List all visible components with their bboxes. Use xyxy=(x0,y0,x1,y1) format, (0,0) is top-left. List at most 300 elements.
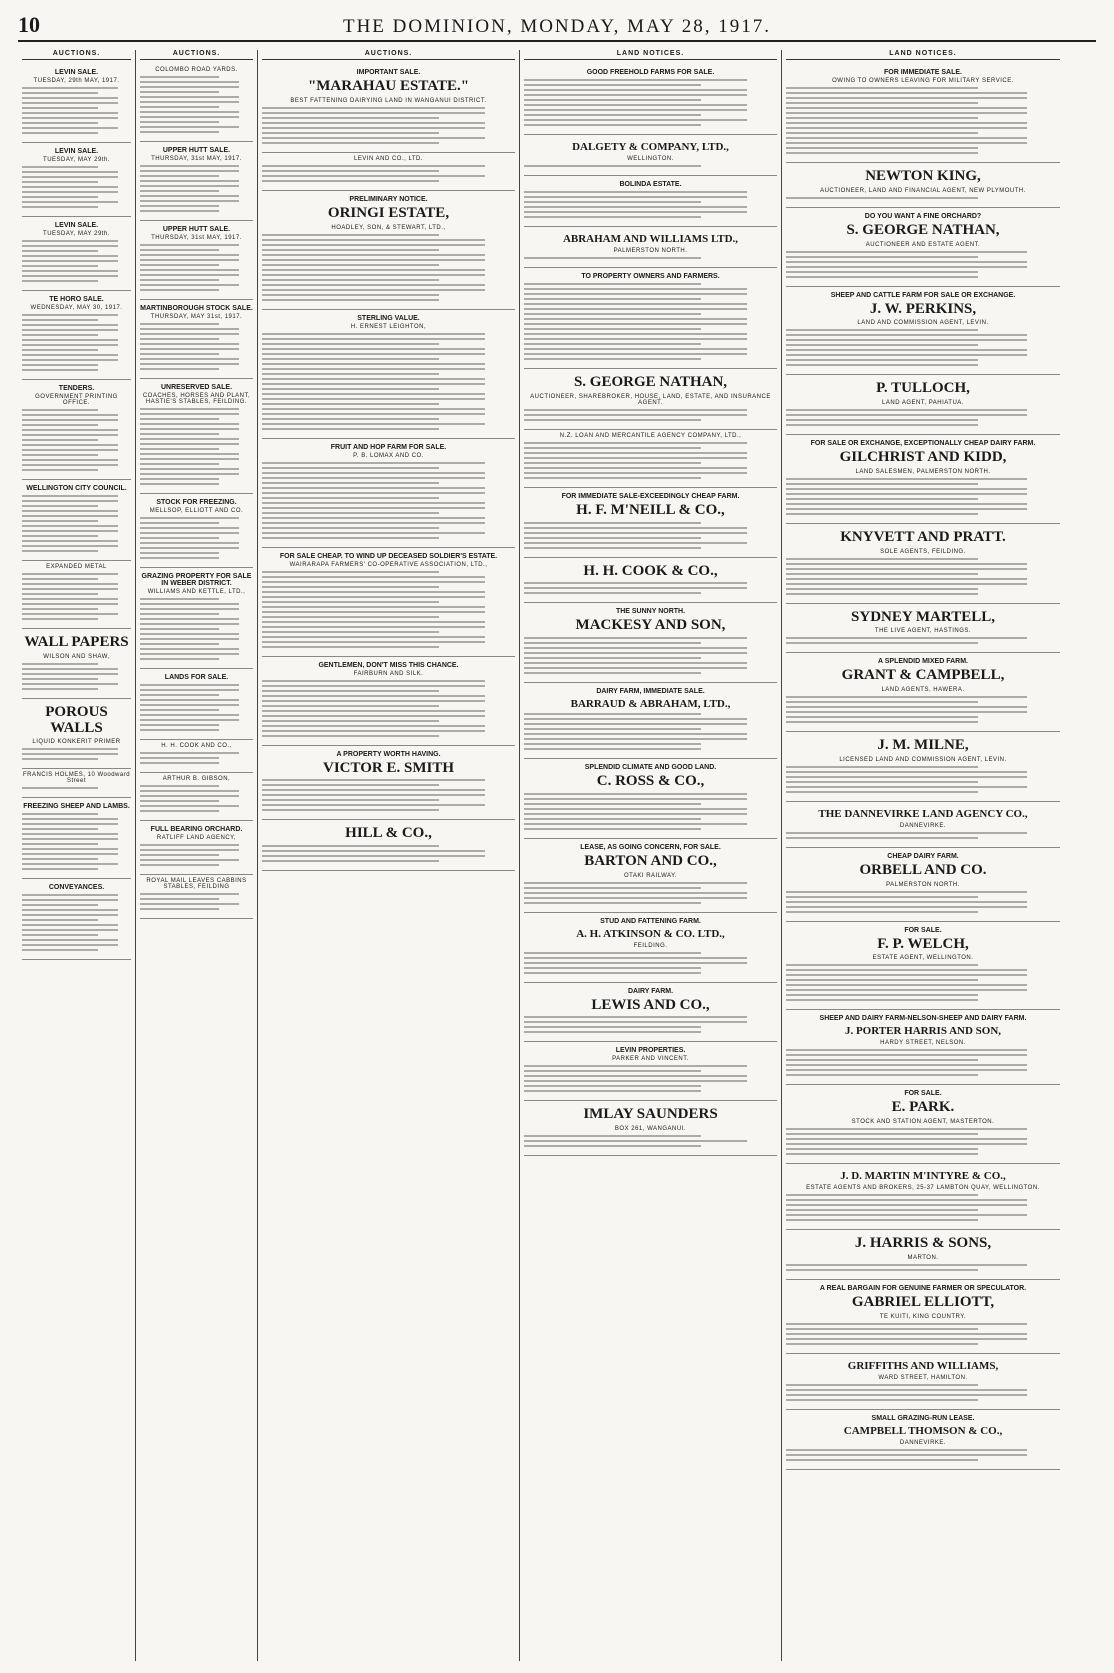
text-line xyxy=(22,618,98,620)
text-line xyxy=(786,493,1027,495)
text-line xyxy=(262,408,485,410)
text-line xyxy=(786,786,1027,788)
advertisement xyxy=(524,176,777,227)
text-line xyxy=(262,254,485,256)
text-line xyxy=(22,260,118,262)
ad-heading: FRUIT AND HOP FARM FOR SALE. xyxy=(330,443,447,451)
text-line xyxy=(786,251,1027,253)
text-line xyxy=(140,264,219,266)
body-text-block xyxy=(786,1128,1060,1155)
text-line xyxy=(262,333,485,335)
ad-heading: GOOD FREEHOLD FARMS FOR SALE. xyxy=(586,69,715,76)
text-line xyxy=(524,723,747,725)
ad-subline: THURSDAY, 31st MAY, 1917. xyxy=(151,235,242,241)
ad-name: GRIFFITHS AND WILLIAMS, xyxy=(847,1359,999,1372)
ad-heading: TENDERS. xyxy=(58,385,95,392)
text-line xyxy=(22,434,118,436)
advertisement xyxy=(524,227,777,268)
ad-subline: TUESDAY, MAY 29th. xyxy=(43,157,110,163)
text-line xyxy=(22,176,118,178)
text-line xyxy=(262,338,485,340)
advertisement xyxy=(786,1085,1060,1164)
ad-subline: OWING TO OWNERS LEAVING FOR MILITARY SERVICE. xyxy=(832,78,1014,84)
text-line xyxy=(786,503,1027,505)
text-line xyxy=(262,532,485,534)
ad-name: F. P. WELCH, xyxy=(877,935,969,952)
text-line xyxy=(262,112,485,114)
text-line xyxy=(786,97,1027,99)
advertisement xyxy=(524,759,777,839)
ad-subline: PARKER AND VINCENT. xyxy=(612,1056,689,1063)
advertisement xyxy=(786,1010,1060,1085)
ad-heading: FOR SALE. xyxy=(904,1090,942,1098)
ad-subline: AUCTIONEER, SHAREBROKER, HOUSE, LAND, ESTATE, AND INSURANCE AGENT. xyxy=(530,393,771,406)
text-line xyxy=(262,294,439,296)
text-line xyxy=(524,114,701,116)
text-line xyxy=(786,1209,978,1211)
body-text-block xyxy=(22,787,131,789)
text-line xyxy=(524,257,701,259)
text-line xyxy=(262,487,485,489)
body-text-block xyxy=(524,1135,777,1147)
ad-heading: STUD AND FATTENING FARM. xyxy=(600,917,701,925)
text-line xyxy=(524,743,701,745)
text-line xyxy=(524,196,747,198)
text-line xyxy=(524,328,701,330)
ad-subline: WILSON AND SHAW, xyxy=(43,653,110,660)
ad-heading: GENTLEMEN, DON'T MISS THIS CHANCE. xyxy=(318,661,459,669)
ad-subline: WELLINGTON. xyxy=(627,156,674,162)
body-text-block xyxy=(786,558,1060,595)
text-line xyxy=(262,596,485,598)
text-line xyxy=(140,854,219,856)
ad-subline: AUCTIONEER, LAND AND FINANCIAL AGENT, NEW PLYMOUTH. xyxy=(820,187,1026,194)
text-line xyxy=(140,790,239,792)
body-text-block xyxy=(22,573,131,620)
ad-subline: THURSDAY, 31st MAY, 1917. xyxy=(151,156,242,162)
advertisement xyxy=(786,732,1060,802)
body-text-block xyxy=(524,1016,777,1033)
text-line xyxy=(140,76,219,78)
ad-name: ORBELL AND CO. xyxy=(859,861,987,878)
text-line xyxy=(22,545,118,547)
text-line xyxy=(524,308,747,310)
ad-heading: UNRESERVED SALE. xyxy=(160,384,233,391)
ad-subline: PALMERSTON NORTH. xyxy=(613,248,688,254)
ad-name: IMLAY SAUNDERS xyxy=(583,1106,718,1123)
text-line xyxy=(786,896,978,898)
advertisement xyxy=(786,1164,1060,1230)
text-line xyxy=(140,279,219,281)
text-line xyxy=(140,684,239,686)
advertisement xyxy=(262,153,515,191)
ad-name: DALGETY & COMPANY, LTD., xyxy=(572,141,729,153)
text-line xyxy=(262,680,485,682)
ad-heading: CONVEYANCES. xyxy=(48,884,105,892)
text-line xyxy=(140,859,239,861)
ad-heading: FOR SALE. xyxy=(904,926,942,934)
body-text-block xyxy=(786,832,1060,839)
text-line xyxy=(22,525,118,527)
text-line xyxy=(786,771,1027,773)
text-line xyxy=(262,234,439,236)
text-line xyxy=(786,1128,1027,1130)
text-line xyxy=(786,498,978,500)
text-line xyxy=(786,329,978,331)
text-line xyxy=(22,934,98,936)
text-line xyxy=(524,124,701,126)
ad-subline: TUESDAY, 29th MAY, 1917. xyxy=(33,78,120,84)
advertisement xyxy=(22,64,131,143)
text-line xyxy=(140,101,239,103)
text-line xyxy=(140,368,219,370)
text-line xyxy=(140,849,239,851)
text-line xyxy=(524,962,747,964)
text-line xyxy=(786,776,1027,778)
text-line xyxy=(262,715,485,717)
body-text-block xyxy=(786,891,1060,913)
text-line xyxy=(140,478,219,480)
ad-subline: FEILDING. xyxy=(633,942,668,949)
column-3 xyxy=(258,50,520,1661)
text-line xyxy=(262,423,485,425)
text-line xyxy=(786,1204,1027,1206)
text-line xyxy=(22,603,118,605)
text-line xyxy=(786,478,1027,480)
text-line xyxy=(786,1194,978,1196)
text-line xyxy=(786,696,1027,698)
advertisement xyxy=(262,657,515,746)
text-line xyxy=(22,181,98,183)
text-line xyxy=(524,657,701,659)
text-line xyxy=(22,87,118,89)
body-text-block xyxy=(140,752,253,764)
text-line xyxy=(786,906,1027,908)
text-line xyxy=(22,818,118,820)
body-text-block xyxy=(262,845,515,862)
text-line xyxy=(786,364,978,366)
text-line xyxy=(262,804,485,806)
advertisement xyxy=(140,221,253,300)
ad-name: H. H. COOK & CO., xyxy=(583,562,718,579)
text-line xyxy=(262,165,485,167)
text-line xyxy=(140,893,239,895)
text-line xyxy=(140,323,219,325)
text-line xyxy=(22,97,118,99)
text-line xyxy=(524,718,747,720)
text-line xyxy=(140,175,219,177)
body-text-block xyxy=(524,257,777,259)
text-line xyxy=(262,132,439,134)
text-line xyxy=(524,642,701,644)
body-text-block xyxy=(140,244,253,291)
text-line xyxy=(22,929,118,931)
text-line xyxy=(786,1059,978,1061)
text-line xyxy=(262,117,439,119)
text-line xyxy=(140,724,219,726)
text-line xyxy=(22,270,118,272)
text-line xyxy=(140,185,239,187)
text-line xyxy=(786,137,1027,139)
text-line xyxy=(524,803,701,805)
text-line xyxy=(140,195,239,197)
ad-name: A. H. ATKINSON & CO. LTD., xyxy=(576,927,725,940)
text-line xyxy=(524,537,701,539)
text-line xyxy=(262,378,485,380)
text-line xyxy=(786,1328,978,1330)
advertisement xyxy=(262,191,515,310)
ad-subline: WAIRARAPA FARMERS' CO-OPERATIVE ASSOCIATION, LTD., xyxy=(289,561,488,568)
text-line xyxy=(786,152,978,154)
text-line xyxy=(524,358,701,360)
text-line xyxy=(140,433,219,435)
advertisement xyxy=(262,439,515,548)
text-line xyxy=(22,894,118,896)
ad-name: ORINGI ESTATE, xyxy=(327,204,450,221)
text-line xyxy=(262,517,485,519)
text-line xyxy=(22,196,98,198)
ad-name: S. GEORGE NATHAN, xyxy=(573,374,728,390)
advertisement xyxy=(22,699,131,770)
text-line xyxy=(524,1080,747,1082)
ad-heading: LEVIN SALE. xyxy=(54,69,99,76)
text-line xyxy=(786,578,1027,580)
text-line xyxy=(262,646,439,648)
ad-subline: HOADLEY, SON, & STEWART, LTD., xyxy=(331,224,446,231)
text-line xyxy=(140,598,219,600)
text-line xyxy=(262,413,485,415)
text-line xyxy=(140,800,219,802)
ad-subline: MELLSOP, ELLIOTT AND CO. xyxy=(149,508,244,514)
body-text-block xyxy=(22,813,131,870)
text-line xyxy=(524,447,701,449)
text-line xyxy=(262,527,439,529)
body-text-block xyxy=(22,409,131,471)
text-line xyxy=(140,116,239,118)
column-5 xyxy=(782,50,1064,1661)
ad-subline: LAND AGENTS, HAWERA. xyxy=(881,687,965,693)
ad-name: THE DANNEVIRKE LAND AGENCY CO., xyxy=(818,807,1028,820)
ad-subline: AUCTIONEER AND ESTATE AGENT. xyxy=(865,241,981,248)
text-line xyxy=(22,828,98,830)
text-line xyxy=(524,1065,747,1067)
text-line xyxy=(22,668,118,670)
text-line xyxy=(22,588,118,590)
ad-subline: ESTATE AGENTS AND BROKERS, 25-37 LAMBTON QUAY, WELLINGTON. xyxy=(806,1185,1040,1191)
text-line xyxy=(524,104,747,106)
text-line xyxy=(140,618,239,620)
text-line xyxy=(786,711,1027,713)
text-line xyxy=(786,1264,1027,1266)
text-line xyxy=(524,442,747,444)
text-line xyxy=(786,716,978,718)
text-line xyxy=(262,264,439,266)
text-line xyxy=(140,864,219,866)
advertisement xyxy=(262,746,515,821)
body-text-block xyxy=(786,1194,1060,1221)
ad-heading: A SPLENDID MIXED FARM. xyxy=(878,658,968,666)
text-line xyxy=(786,142,1027,144)
advertisement xyxy=(786,524,1060,604)
text-line xyxy=(262,107,485,109)
ad-heading: UPPER HUTT SALE. xyxy=(162,226,231,233)
ad-subline: MARTON. xyxy=(907,1254,939,1261)
text-line xyxy=(786,1133,978,1135)
text-line xyxy=(786,911,978,913)
body-text-block xyxy=(786,478,1060,515)
text-line xyxy=(786,974,1027,976)
text-line xyxy=(262,388,439,390)
ad-heading: DAIRY FARM. xyxy=(627,987,674,995)
body-text-block xyxy=(140,844,253,866)
text-line xyxy=(262,403,439,405)
text-line xyxy=(262,631,439,633)
text-line xyxy=(140,86,239,88)
ad-name: MACKESY AND SON, xyxy=(575,617,726,634)
text-line xyxy=(140,542,239,544)
text-line xyxy=(22,843,98,845)
body-text-block xyxy=(524,952,777,974)
ad-name: WALL PAPERS xyxy=(24,634,129,650)
text-line xyxy=(262,636,485,638)
ad-name: SYDNEY MARTELL, xyxy=(851,608,995,625)
text-line xyxy=(524,1145,701,1147)
text-line xyxy=(22,364,98,366)
text-line xyxy=(524,283,701,285)
advertisement xyxy=(140,875,253,919)
advertisement xyxy=(524,488,777,558)
text-line xyxy=(22,334,98,336)
text-line xyxy=(786,1143,1027,1145)
text-line xyxy=(22,608,98,610)
text-line xyxy=(524,828,701,830)
text-line xyxy=(262,462,485,464)
advertisement xyxy=(524,603,777,683)
text-line xyxy=(262,860,439,862)
text-line xyxy=(262,299,439,301)
text-line xyxy=(140,254,239,256)
text-line xyxy=(22,858,98,860)
text-line xyxy=(786,1399,978,1401)
advertisement xyxy=(786,1230,1060,1280)
text-line xyxy=(140,126,239,128)
text-line xyxy=(524,1135,701,1137)
ad-subline: BEST FATTENING DAIRYING LAND IN WANGANUI DISTRICT. xyxy=(290,97,487,104)
advertisement xyxy=(786,653,1060,732)
ad-name: POROUS WALLS xyxy=(45,703,108,736)
ad-heading: LEVIN SALE. xyxy=(54,148,99,155)
text-line xyxy=(786,1269,978,1271)
body-text-block xyxy=(140,893,253,910)
text-line xyxy=(524,957,747,959)
text-line xyxy=(524,409,747,411)
text-line xyxy=(524,967,701,969)
text-line xyxy=(524,672,701,674)
ad-subline: P. B. LOMAX AND CO. xyxy=(353,452,424,459)
text-line xyxy=(262,705,439,707)
text-line xyxy=(140,363,239,365)
ad-heading: FOR IMMEDIATE SALE. xyxy=(883,69,963,76)
ad-heading: STOCK FOR FREEZING. xyxy=(156,499,237,506)
text-line xyxy=(22,92,98,94)
advertisement xyxy=(262,548,515,657)
body-text-block xyxy=(786,197,1060,199)
text-line xyxy=(22,583,118,585)
text-line xyxy=(262,492,485,494)
text-line xyxy=(262,606,485,608)
text-line xyxy=(22,683,118,685)
ad-subline: N.Z. LOAN AND MERCANTILE AGENCY COMPANY, LTD., xyxy=(559,432,742,439)
text-line xyxy=(786,107,1027,109)
ad-heading: SPLENDID CLIMATE AND GOOD LAND. xyxy=(584,764,717,771)
advertisement xyxy=(524,558,777,604)
text-line xyxy=(140,81,239,83)
text-line xyxy=(786,513,978,515)
text-line xyxy=(786,1449,1027,1451)
text-line xyxy=(140,413,239,415)
text-line xyxy=(140,338,219,340)
text-line xyxy=(140,423,239,425)
advertisement xyxy=(22,291,131,380)
text-line xyxy=(22,949,98,951)
text-line xyxy=(524,582,747,584)
text-line xyxy=(140,898,219,900)
text-line xyxy=(22,909,118,911)
text-line xyxy=(524,318,747,320)
text-line xyxy=(140,795,239,797)
text-line xyxy=(786,117,978,119)
text-line xyxy=(524,522,701,524)
ad-subline: THE LIVE AGENT, HASTINGS. xyxy=(874,628,972,635)
body-text-block xyxy=(262,571,515,648)
text-line xyxy=(22,122,98,124)
body-text-block xyxy=(22,166,131,208)
text-line xyxy=(22,678,98,680)
text-line xyxy=(22,833,118,835)
ad-subline: ESTATE AGENT, WELLINGTON. xyxy=(872,955,974,962)
advertisement xyxy=(262,64,515,153)
text-line xyxy=(786,1138,1027,1140)
text-line xyxy=(524,216,701,218)
text-line xyxy=(786,964,978,966)
text-line xyxy=(786,969,1027,971)
text-line xyxy=(262,239,485,241)
column-heading: AUCTIONS. xyxy=(22,50,131,60)
text-line xyxy=(140,844,239,846)
text-line xyxy=(140,284,239,286)
text-line xyxy=(22,853,118,855)
text-line xyxy=(262,809,439,811)
text-line xyxy=(786,573,978,575)
text-line xyxy=(140,269,239,271)
body-text-block xyxy=(262,107,515,144)
advertisement xyxy=(786,435,1060,524)
text-line xyxy=(22,171,118,173)
text-line xyxy=(22,593,98,595)
text-line xyxy=(524,333,747,335)
ad-name: J. D. MARTIN M'INTYRE & CO., xyxy=(840,1170,1006,1182)
text-line xyxy=(786,261,1027,263)
text-line xyxy=(22,924,118,926)
text-line xyxy=(262,170,439,172)
ad-name: GILCHRIST AND KIDD, xyxy=(839,449,1007,465)
text-line xyxy=(140,289,219,291)
text-line xyxy=(262,482,439,484)
text-line xyxy=(22,613,118,615)
body-text-block xyxy=(22,748,131,760)
text-line xyxy=(22,186,118,188)
text-line xyxy=(262,358,439,360)
